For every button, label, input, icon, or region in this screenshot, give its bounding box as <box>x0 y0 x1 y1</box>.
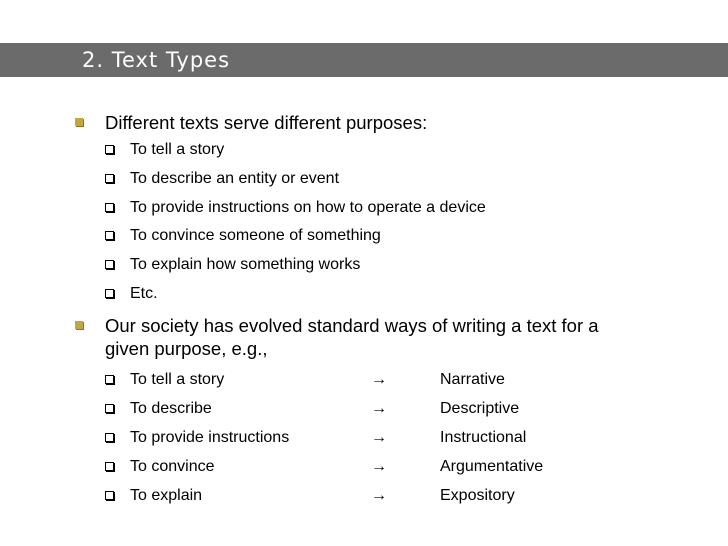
arrow-right-icon: → <box>371 458 387 475</box>
mapping-text-type: Expository <box>440 487 515 504</box>
mapping-text-type: Instructional <box>440 429 527 446</box>
hollow-square-bullet-icon <box>105 404 114 413</box>
hollow-square-bullet-icon <box>105 145 114 154</box>
hollow-square-bullet-icon <box>105 462 114 471</box>
hollow-square-bullet-icon <box>105 203 114 212</box>
hollow-square-bullet-icon <box>105 375 114 384</box>
mapping-purpose: To tell a story <box>130 371 225 388</box>
hollow-square-bullet-icon <box>105 491 114 500</box>
list-item-text: To describe an entity or event <box>130 170 340 187</box>
arrow-right-icon: → <box>371 400 387 417</box>
bullet-text: Different texts serve different purposes: <box>105 112 428 133</box>
hollow-square-bullet-icon <box>105 260 114 269</box>
arrow-right-icon: → <box>371 487 387 504</box>
mapping-purpose: To explain <box>130 487 203 504</box>
mapping-purpose: To describe <box>130 400 212 417</box>
list-item-text: Etc. <box>130 285 158 302</box>
mapping-purpose: To provide instructions <box>130 429 290 446</box>
hollow-square-bullet-icon <box>105 174 114 183</box>
mapping-text-type: Narrative <box>440 371 505 388</box>
mapping-purpose: To convince <box>130 458 215 475</box>
arrow-right-icon: → <box>371 371 387 388</box>
list-item-text: To provide instructions on how to operate a device <box>130 199 486 216</box>
mapping-text-type: Descriptive <box>440 400 520 417</box>
bullet-text-line-1: Our society has evolved standard ways of writing a text for a <box>105 315 599 336</box>
list-item-text: To explain how something works <box>130 256 361 273</box>
mapping-text-type: Argumentative <box>440 458 544 475</box>
square-bullet-icon <box>75 321 83 329</box>
hollow-square-bullet-icon <box>105 231 114 240</box>
bullet-text-line-2: given purpose, e.g., <box>105 338 268 359</box>
slide-title: 2. Text Types <box>82 48 231 72</box>
list-item-text: To convince someone of something <box>130 227 381 244</box>
square-bullet-icon <box>75 118 83 126</box>
hollow-square-bullet-icon <box>105 433 114 442</box>
list-item-text: To tell a story <box>130 141 225 158</box>
arrow-right-icon: → <box>371 429 387 446</box>
hollow-square-bullet-icon <box>105 289 114 298</box>
